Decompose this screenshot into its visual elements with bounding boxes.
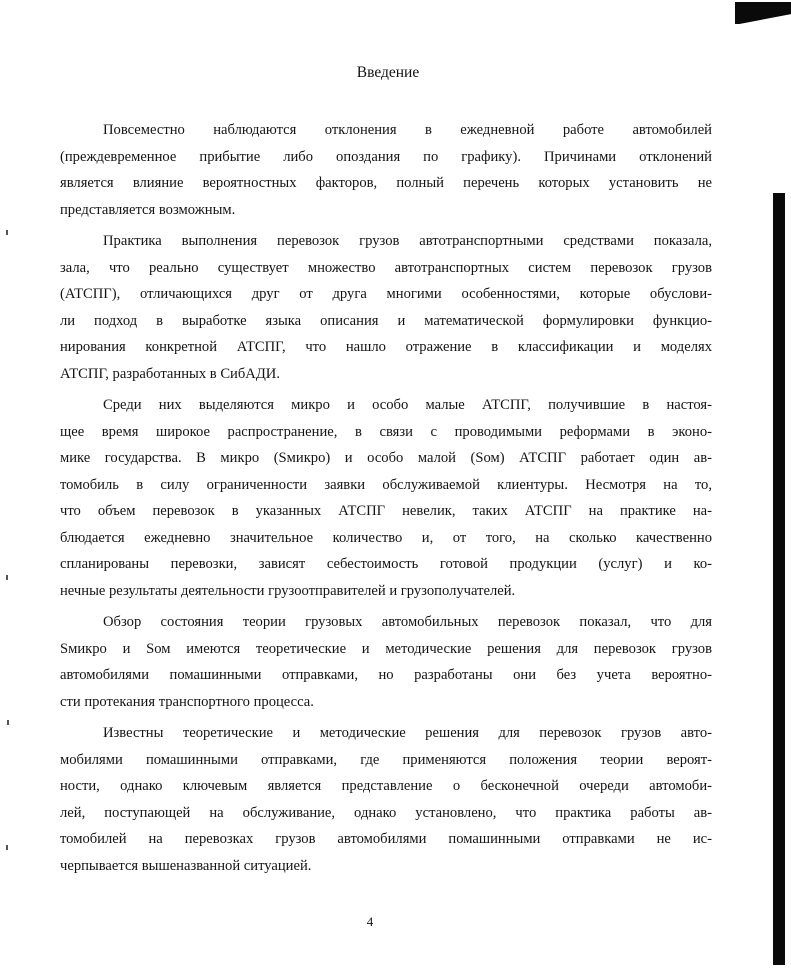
scan-corner-mark: [735, 2, 791, 24]
text-line: зала, что реально существует множество автотранспортных систем перевозок грузов: [60, 259, 712, 276]
page-number: 4: [366, 914, 374, 929]
text-line: спланированы перевозки, зависят себестоимость готовой продукции (услуг) и ко-: [60, 556, 712, 572]
paragraph: [60, 228, 712, 387]
body-text: [60, 117, 712, 879]
text-line: блюдается ежедневно значительное количество и, от того, на сколько качественно: [60, 529, 712, 546]
text-line: что объем перевозок в указанных АТСПГ невелик, таких АТСПГ на практике на-: [60, 503, 712, 519]
text-line: томобилей на перевозках грузов автомобилями помашинными отправками не ис-: [60, 831, 712, 847]
text-line: Повсеместно наблюдаются отклонения в ежедневной работе автомобилей: [103, 122, 712, 138]
text-line: (преждевременное прибытие либо опоздания по графику). Причинами отклонений: [60, 148, 712, 165]
text-line: является влияние вероятностных факторов, полный перечень которых установить не: [60, 175, 712, 191]
paragraph: [60, 117, 712, 223]
text-line: мобилями помашинными отправками, где применяются положения теории вероят-: [60, 751, 712, 768]
scan-speck: [6, 230, 8, 235]
text-line: автомобилями помашинными отправками, но разработаны они без учета вероятно-: [60, 667, 712, 683]
text-line: Среди них выделяются микро и особо малые АТСПГ, получившие в настоя-: [103, 397, 712, 413]
paragraph: [60, 609, 712, 715]
scan-speck: [7, 720, 9, 725]
text-line: ли подход в выработке языка описания и математической формулировки функцио-: [60, 312, 712, 329]
text-line: сти протекания транспортного процесса.: [60, 693, 314, 710]
text-line: томобиль в силу ограниченности заявки обслуживаемой клиентуры. Несмотря на то,: [60, 476, 712, 493]
text-line: ности, однако ключевым является представление о бесконечной очереди автомоби-: [60, 778, 712, 794]
text-line: мике государства. В микро (Sмикро) и особо малой (Sом) АТСПГ работает один ав-: [60, 450, 712, 466]
scan-speck: [6, 845, 8, 850]
text-line: Обзор состояния теории грузовых автомобильных перевозок показал, что для: [103, 614, 712, 630]
text-line: Sмикро и Sом имеются теоретические и методические решения для перевозок грузов: [60, 640, 712, 657]
text-line: Практика выполнения перевозок грузов автотранспортными средствами показала,: [103, 233, 712, 249]
text-line: черпывается вышеназванной ситуацией.: [60, 857, 312, 874]
text-line: нирования конкретной АТСПГ, что нашло отражение в классификации и моделях: [60, 339, 712, 355]
text-line: представляется возможным.: [60, 201, 236, 218]
paragraph: [60, 720, 712, 879]
text-line: лей, поступающей на обслуживание, однако установлено, что практика работы ав-: [60, 804, 712, 821]
paragraph: [60, 392, 712, 604]
scan-speck: [6, 575, 8, 580]
text-line: (АТСПГ), отличающихся друг от друга многими особенностями, которые обуслови-: [60, 286, 712, 302]
text-line: АТСПГ, разработанных в СибАДИ.: [60, 365, 280, 382]
scan-edge-shadow: [773, 193, 785, 965]
page-title: Введение: [356, 64, 420, 81]
text-line: Известны теоретические и методические решения для перевозок грузов авто-: [103, 725, 712, 741]
text-line: щее время широкое распространение, в связи с проводимыми реформами в эконо-: [60, 423, 712, 440]
text-line: нечные результаты деятельности грузоотправителей и грузополучателей.: [60, 582, 516, 599]
